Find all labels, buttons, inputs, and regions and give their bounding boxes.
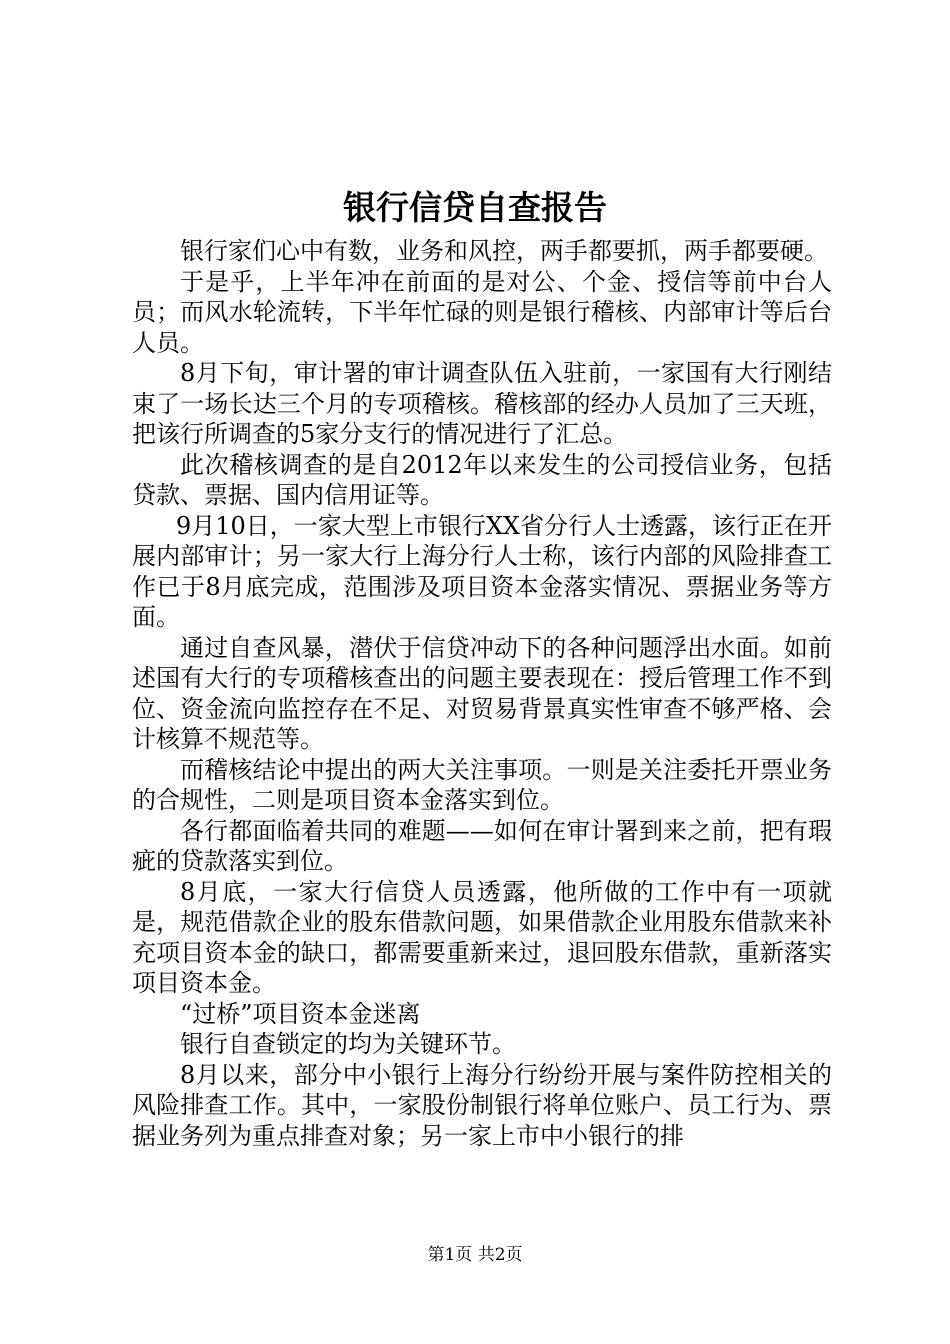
page-footer: 第1页 共2页 <box>427 1245 523 1265</box>
page-title: 银行信贷自查报告 <box>343 188 607 227</box>
paragraph: 9月10日，一家大型上市银行XX省分行人士透露，该行正在开展内部审计；另一家大行上海分行人士称，该行内部的风险排查工作已于8月底完成，范围涉及项目资本金落实情况、票据业务等方面。 <box>132 511 832 631</box>
paragraph: 8月下旬，审计署的审计调查队伍入驻前，一家国有大行刚结束了一场长达三个月的专项稽核。稽核部的经办人员加了三天班，把该行所调查的5家分支行的情况进行了汇总。 <box>132 359 832 448</box>
paragraph: 通过自查风暴，潜伏于信贷冲动下的各种问题浮出水面。如前述国有大行的专项稽核查出的问题主要表现在：授后管理工作不到位、资金流向监控存在不足、对贸易背景真实性审查不够严格、会计核算不规范等。 <box>132 633 832 753</box>
paragraph: 银行家们心中有数，业务和风控，两手都要抓，两手都要硬。 <box>180 237 828 265</box>
paragraph: 8月底，一家大行信贷人员透露，他所做的工作中有一项就是，规范借款企业的股东借款问题，如果借款企业用股东借款来补充项目资本金的缺口，都需要重新来过，退回股东借款，重新落实项目资本金。 <box>132 877 832 997</box>
paragraph: 8月以来，部分中小银行上海分行纷纷开展与案件防控相关的风险排查工作。其中，一家股份制银行将单位账户、员工行为、票据业务列为重点排查对象；另一家上市中小银行的排 <box>132 1060 832 1150</box>
paragraph: 各行都面临着共同的难题——如何在审计署到来之前，把有瑕疵的贷款落实到位。 <box>132 816 832 875</box>
paragraph: 于是乎，上半年冲在前面的是对公、个金、授信等前中台人员；而风水轮流转，下半年忙碌的则是银行稽核、内部审计等后台人员。 <box>132 267 832 357</box>
section-heading: “过桥”项目资本金迷离 <box>180 999 421 1028</box>
paragraph: 银行自查锁定的均为关键环节。 <box>180 1030 516 1058</box>
paragraph: 此次稽核调查的是自2012年以来发生的公司授信业务，包括贷款、票据、国内信用证等。 <box>132 450 832 509</box>
paragraph: 而稽核结论中提出的两大关注事项。一则是关注委托开票业务的合规性，二则是项目资本金落实到位。 <box>132 755 832 814</box>
document-body <box>132 236 832 1151</box>
